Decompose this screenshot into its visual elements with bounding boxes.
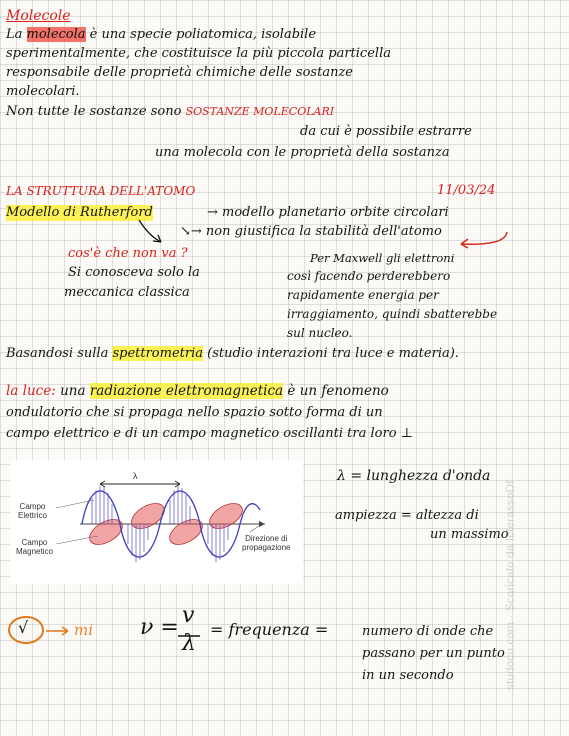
nu-badge-symbol: √ [18,618,29,637]
luce-line-2: ondulatorio che si propaga nello spazio sotto forma di un [6,405,383,420]
freq-def-2: passano per un punto [362,646,505,661]
right-note-1: Per Maxwell gli elettroni [310,251,455,265]
figure-lambda-label: λ [133,471,138,481]
atomo-date: 11/03/24 [437,183,496,198]
luce-line-1: la luce: una radiazione elettromagnetica è un fenomeno [6,383,389,399]
model-rutherford: Modello di Rutherford [6,205,153,220]
molecole-line-2: sperimentalmente, che costituisce la più piccola particella [6,46,391,61]
highlight-radiazione: radiazione elettromagnetica [89,383,284,399]
ampiezza-def-2: un massimo [430,527,509,542]
em-wave-figure [10,460,303,584]
model-arrow-1: → modello planetario orbite circolari [207,205,449,220]
sostanze-molecolari: SOSTANZE MOLECOLARI [185,105,335,118]
arrow-down-icon [135,218,175,248]
right-note-3: rapidamente energia per [287,288,439,302]
formula-frequenza: = frequenza = [210,620,329,639]
molecole-line-1: La molecola è una specie poliatomica, isolabile [6,27,317,42]
em-wave-diagram [10,460,303,584]
right-note-2: così facendo perderebbero [287,269,451,283]
molecole-line-4: molecolari. [6,84,80,99]
luce-line-3: campo elettrico e di un campo magnetico oscillanti tra loro ⊥ [6,426,413,441]
arrow-right-icon [44,623,74,639]
figure-campo-magnetico: Campo Magnetico [16,538,53,556]
curved-arrow-icon [455,228,515,250]
molecole-line-3: responsabile delle proprietà chimiche delle sostanze [6,65,353,80]
molecole-line-5: Non tutte le sostanze sono SOSTANZE MOLECOLARI [6,104,335,119]
highlight-spettrometria: spettrometria [112,346,203,361]
formula-denominator: λ [182,631,196,656]
luce-term: la luce: [6,383,56,399]
left-note-2: meccanica classica [64,285,190,300]
formula-nu: ν = [140,615,179,640]
molecole-line-6: da cui è possibile estrarre [300,124,472,139]
atomo-heading: LA STRUTTURA DELL'ATOMO [6,184,196,198]
lambda-def: λ = lunghezza d'onda [337,468,491,484]
freq-def-1: numero di onde che [362,624,494,639]
molecole-line-7: una molecola con le proprietà della sostanza [155,145,450,160]
question: cos'è che non va ? [68,246,188,261]
highlight-molecola: molecola [26,27,86,42]
formula-numerator: v [182,603,195,628]
figure-campo-elettrico: Campo Elettrico [18,502,47,520]
right-note-4: irraggiamento, quindi sbatterebbe [287,307,498,321]
ampiezza-def-1: ampiezza = altezza di [335,508,479,523]
right-note-5: sul nucleo. [287,326,353,340]
watermark: studocu.com · Scaricato da IcterassoDf [503,480,517,690]
model-arrow-2: ↘→ non giustifica la stabilità dell'atomo [180,224,442,239]
nu-unit: mi [74,621,94,639]
figure-direzione: Direzione di propagazione [242,534,291,552]
spectro-line: Basandosi sulla spettrometria (studio interazioni tra luce e materia). [6,346,459,361]
molecole-heading: Molecole [6,8,71,24]
freq-def-3: in un secondo [362,668,454,683]
left-note-1: Si conosceva solo la [68,265,200,280]
